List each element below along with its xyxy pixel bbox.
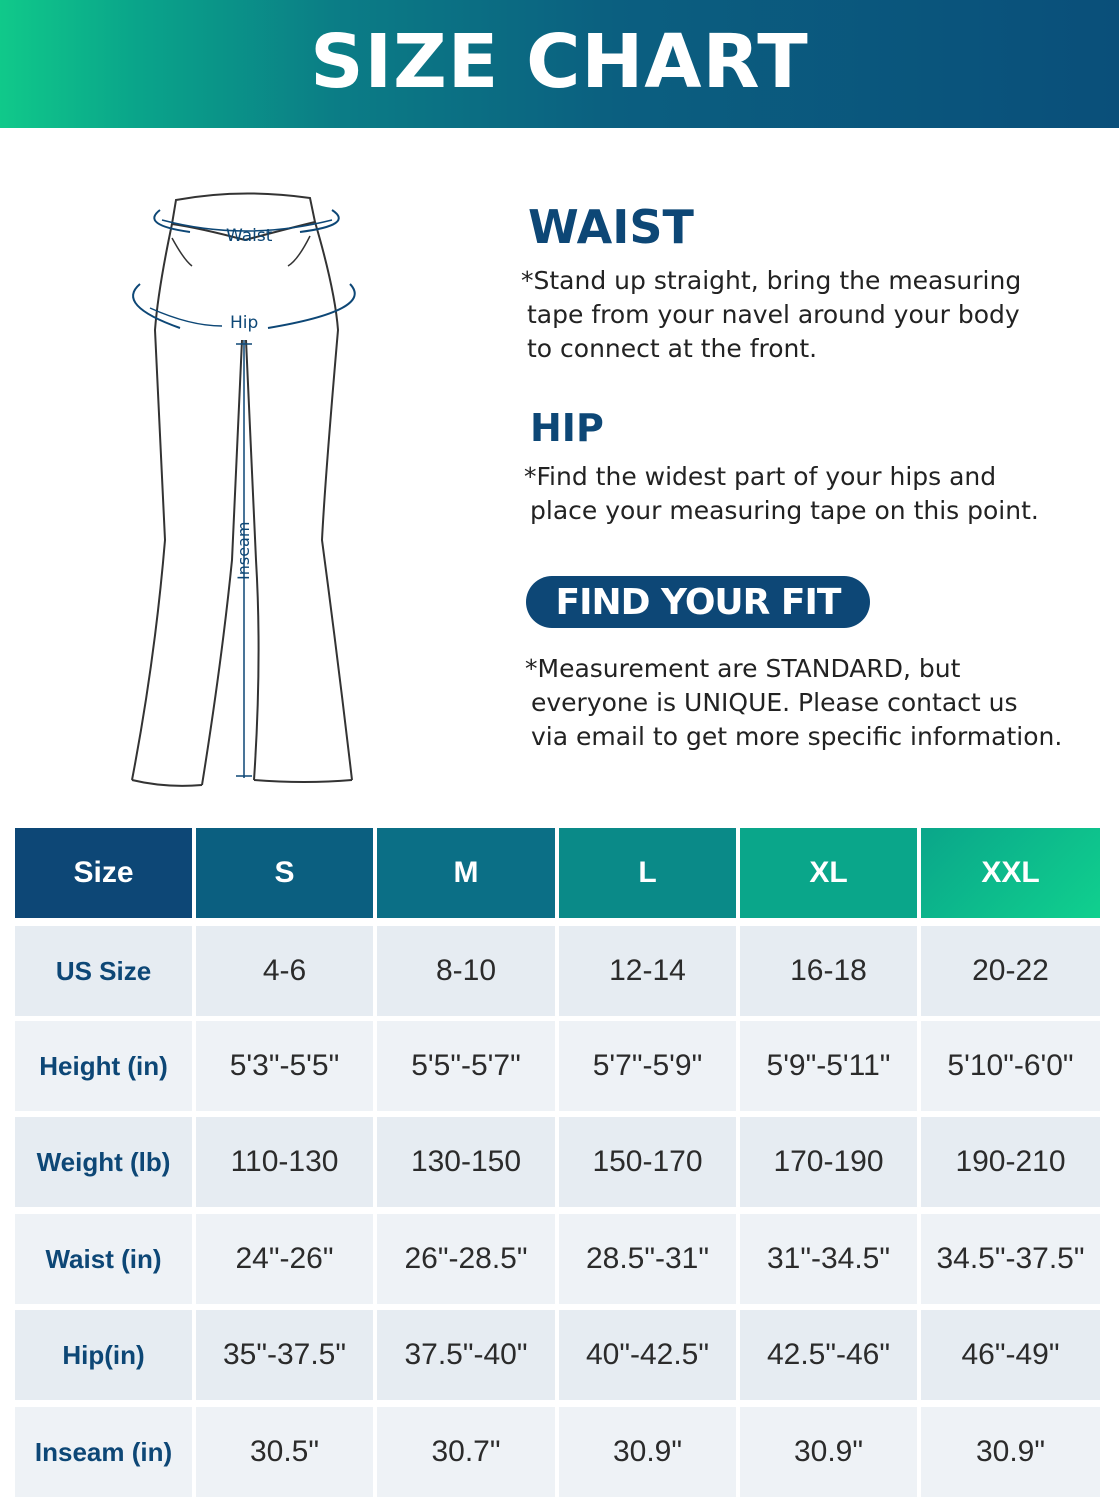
table-cell: 5'3"-5'5" [196, 1021, 373, 1111]
size-chart-banner [0, 0, 1119, 128]
table-row-label: Hip(in) [15, 1310, 192, 1400]
fit-line-3: via email to get more specific information. [531, 722, 1063, 751]
table-cell: 26"-28.5" [377, 1214, 555, 1304]
table-cell: 110-130 [196, 1117, 373, 1207]
table-row-label: US Size [15, 926, 192, 1016]
hip-line-2: place your measuring tape on this point. [530, 496, 1039, 525]
table-header-cell: XXL [921, 828, 1100, 918]
fit-description [525, 652, 1062, 754]
figure-label-hip: Hip [230, 313, 259, 333]
find-your-fit-badge: FIND YOUR FIT [526, 576, 870, 628]
hip-line-1: *Find the widest part of your hips and [524, 462, 997, 491]
table-header-cell: XL [740, 828, 917, 918]
fit-line-1: *Measurement are STANDARD, but [525, 654, 961, 683]
table-row-label: Inseam (in) [15, 1407, 192, 1497]
table-cell: 20-22 [921, 926, 1100, 1016]
table-cell: 130-150 [377, 1117, 555, 1207]
table-cell: 16-18 [740, 926, 917, 1016]
table-row-label: Weight (lb) [15, 1117, 192, 1207]
fit-line-2: everyone is UNIQUE. Please contact us [531, 688, 1018, 717]
table-cell: 46"-49" [921, 1310, 1100, 1400]
table-cell: 30.9" [559, 1407, 736, 1497]
table-row-label: Height (in) [15, 1021, 192, 1111]
figure-label-inseam: Inseam [234, 521, 253, 580]
waist-description [521, 264, 1021, 366]
table-cell: 170-190 [740, 1117, 917, 1207]
table-cell: 12-14 [559, 926, 736, 1016]
table-cell: 31"-34.5" [740, 1214, 917, 1304]
pants-illustration [110, 180, 380, 800]
table-header-cell: Size [15, 828, 192, 918]
size-table [15, 828, 1100, 1500]
waist-title: WAIST [528, 200, 694, 254]
table-cell: 28.5"-31" [559, 1214, 736, 1304]
waist-line-3: to connect at the front. [527, 334, 818, 363]
table-cell: 30.7" [377, 1407, 555, 1497]
table-cell: 5'7"-5'9" [559, 1021, 736, 1111]
table-cell: 150-170 [559, 1117, 736, 1207]
table-cell: 5'9"-5'11" [740, 1021, 917, 1111]
table-cell: 30.9" [921, 1407, 1100, 1497]
table-cell: 37.5"-40" [377, 1310, 555, 1400]
waist-line-1: *Stand up straight, bring the measuring [521, 266, 1022, 295]
table-cell: 5'5"-5'7" [377, 1021, 555, 1111]
table-cell: 30.5" [196, 1407, 373, 1497]
page-title: SIZE CHART [310, 19, 809, 105]
table-header-cell: M [377, 828, 555, 918]
table-header-cell: S [196, 828, 373, 918]
table-cell: 5'10"-6'0" [921, 1021, 1100, 1111]
waist-line-2: tape from your navel around your body [527, 300, 1020, 329]
table-row-label: Waist (in) [15, 1214, 192, 1304]
table-cell: 190-210 [921, 1117, 1100, 1207]
table-cell: 30.9" [740, 1407, 917, 1497]
table-cell: 4-6 [196, 926, 373, 1016]
table-cell: 8-10 [377, 926, 555, 1016]
hip-description [524, 460, 1039, 528]
table-header-cell: L [559, 828, 736, 918]
table-cell: 24"-26" [196, 1214, 373, 1304]
table-cell: 34.5"-37.5" [921, 1214, 1100, 1304]
table-cell: 42.5"-46" [740, 1310, 917, 1400]
figure-label-waist: Waist [226, 226, 273, 246]
table-cell: 40"-42.5" [559, 1310, 736, 1400]
hip-title: HIP [530, 406, 604, 450]
table-cell: 35"-37.5" [196, 1310, 373, 1400]
